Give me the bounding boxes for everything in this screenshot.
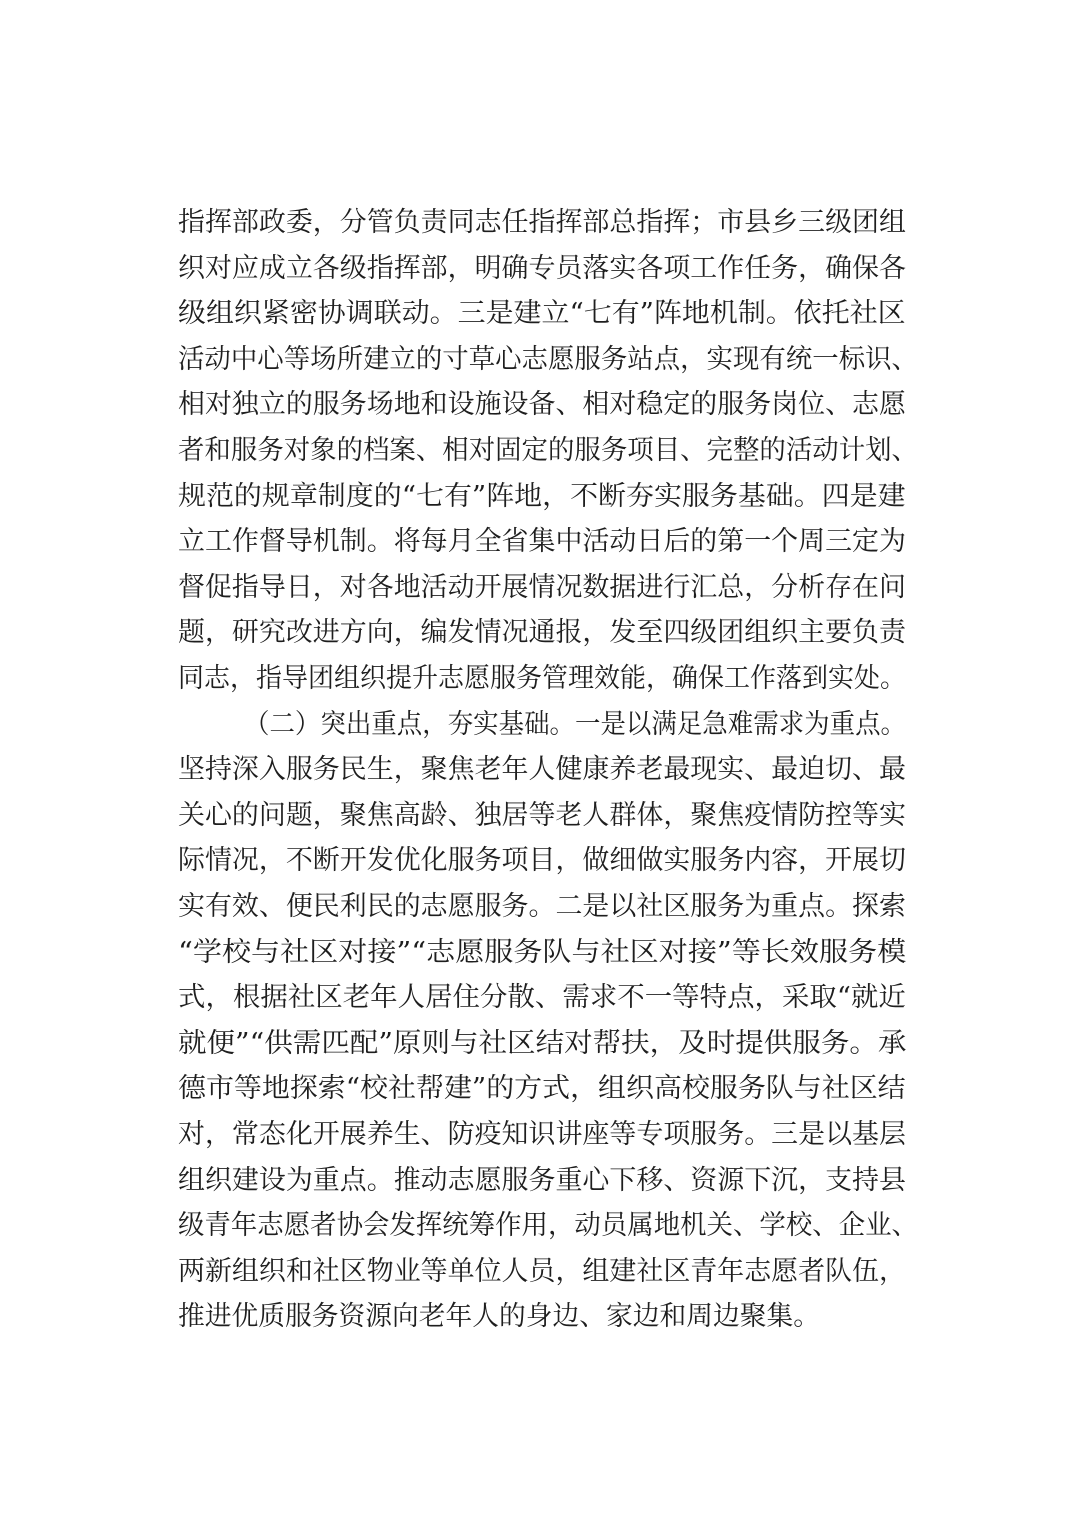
- text-line: 对，常态化开展养生、防疫知识讲座等专项服务。三是以基层: [178, 1119, 906, 1150]
- text-line: 组织建设为重点。推动志愿服务重心下移、资源下沉，支持县: [178, 1164, 906, 1196]
- text-line: 级青年志愿者协会发挥统筹作用，动员属地机关、学校、企业、: [178, 1210, 918, 1242]
- text-line: 者和服务对象的档案、相对固定的服务项目、完整的活动计划、: [178, 435, 918, 466]
- text-line: 两新组织和社区物业等单位人员，组建社区青年志愿者队伍，: [178, 1255, 906, 1287]
- section-heading-line: （二）突出重点，夯实基础。一是以满足急难需求为重点。: [244, 708, 906, 740]
- text-line: 立工作督导机制。将每月全省集中活动日后的第一个周三定为: [178, 526, 906, 558]
- text-line: 实有效、便民利民的志愿服务。二是以社区服务为重点。探索: [178, 891, 906, 922]
- text-line: 题，研究改进方向，编发情况通报，发至四级团组织主要负责: [178, 617, 906, 649]
- text-line: 关心的问题，聚焦高龄、独居等老人群体，聚焦疫情防控等实: [178, 799, 906, 831]
- text-line: 规范的规章制度的“七有”阵地，不断夯实服务基础。四是建: [178, 480, 906, 512]
- text-line: 同志，指导团组织提升志愿服务管理效能，确保工作落到实处。: [178, 663, 907, 694]
- text-line: 式，根据社区老年人居住分散、需求不一等特点，采取“就近: [178, 982, 906, 1014]
- text-line: 推进优质服务资源向老年人的身边、家边和周边聚集。: [178, 1301, 820, 1333]
- text-line: 相对独立的服务场地和设施设备、相对稳定的服务岗位、志愿: [178, 389, 906, 421]
- text-line: “学校与社区对接”“志愿服务队与社区对接”等长效服务模: [178, 936, 907, 968]
- text-line: 指挥部政委，分管负责同志任指挥部总指挥；市县乡三级团组: [178, 207, 906, 238]
- text-line: 活动中心等场所建立的寸草心志愿服务站点，实现有统一标识、: [178, 343, 918, 375]
- text-line: 级组织紧密协调联动。三是建立“七有”阵地机制。依托社区: [178, 298, 906, 330]
- text-line: 德市等地探索“校社帮建”的方式，组织高校服务队与社区结: [178, 1073, 906, 1105]
- text-line: 际情况，不断开发优化服务项目，做细做实服务内容，开展切: [178, 845, 906, 877]
- text-line: 坚持深入服务民生，聚焦老年人健康养老最现实、最迫切、最: [178, 754, 906, 786]
- text-line: 织对应成立各级指挥部，明确专员落实各项工作任务，确保各: [178, 252, 906, 284]
- text-line: 督促指导日，对各地活动开展情况数据进行汇总，分析存在问: [178, 571, 906, 603]
- text-line: 就便”“供需匹配”原则与社区结对帮扶，及时提供服务。承: [178, 1027, 907, 1059]
